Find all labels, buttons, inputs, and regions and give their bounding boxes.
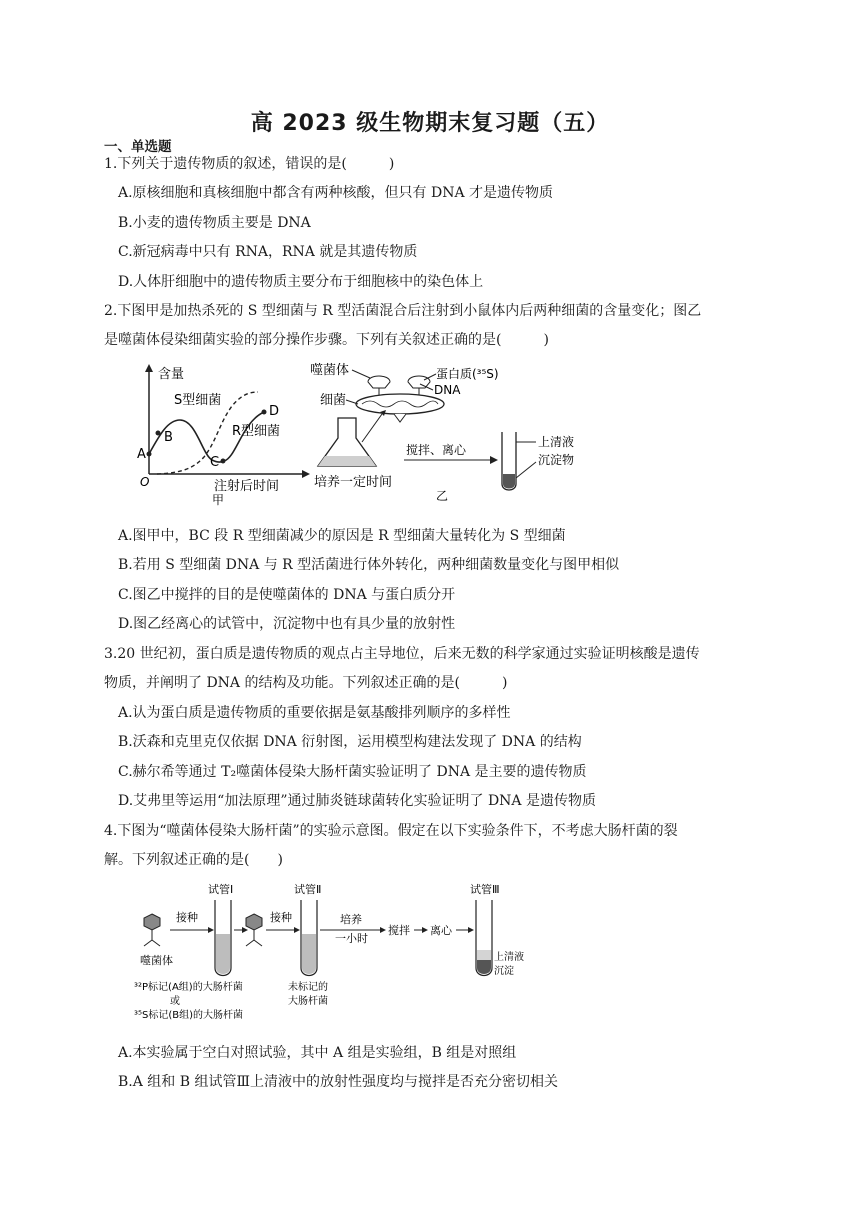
q1-option-b: B.小麦的遗传物质主要是 DNA (118, 215, 311, 231)
phage-pointer (352, 370, 370, 378)
q3-stem-line2: 物质，并阐明了 DNA 的结构及功能。下列叙述正确的是( ) (104, 675, 508, 691)
q1-option-d: D.人体肝细胞中的遗传物质主要分布于细胞核中的染色体上 (118, 274, 484, 290)
tube2-label: 试管Ⅱ (294, 883, 322, 896)
q3-option-a: A.认为蛋白质是遗传物质的重要依据是氨基酸排列顺序的多样性 (118, 705, 511, 721)
supernatant-label: 上清液 (538, 435, 575, 449)
tube1-liquid (216, 934, 230, 974)
figure-jia (132, 362, 312, 508)
dna-label: DNA (434, 383, 461, 397)
arrow-stir-head (422, 927, 428, 933)
precipitate-label: 沉淀 (494, 966, 514, 977)
inoculate-2-label: 接种 (270, 911, 292, 924)
point-d (262, 410, 267, 415)
q1-option-a: A.原核细胞和真核细胞中都含有两种核酸，但只有 DNA 才是遗传物质 (118, 185, 554, 201)
figure-jia-caption: 甲 (212, 493, 225, 507)
ecoli-label: 大肠杆菌 (288, 996, 328, 1007)
phage-label: 噬菌体 (310, 363, 350, 378)
point-a (147, 452, 152, 457)
origin-label: O (140, 475, 150, 489)
bacteria-label: 细菌 (320, 393, 347, 408)
precipitate-pointer (516, 462, 536, 478)
tube2-liquid (302, 934, 316, 974)
flask-liquid (318, 456, 376, 466)
precipitate-label: 沉淀物 (538, 453, 575, 467)
label-a-group: ³²P标记(A组)的大肠杆菌 (134, 982, 243, 993)
culture-label: 培养一定时间 (314, 475, 393, 490)
unlabeled-label: 未标记的 (288, 982, 328, 993)
phage-bottom (394, 414, 406, 422)
protein-label: 蛋白质(³⁵S) (436, 367, 499, 381)
x-axis-label: 注射后时间 (214, 479, 280, 494)
supernatant-label: 上清液 (494, 952, 524, 963)
label-c: C (210, 455, 220, 470)
label-b: B (164, 430, 173, 445)
phage-head-right (408, 376, 430, 388)
centrifuge-label: 离心 (430, 924, 452, 937)
arrow-centrifuge-head (468, 927, 474, 933)
label-a: A (137, 447, 146, 462)
stir-label: 搅拌 (388, 924, 410, 937)
inoculate-1-label: 接种 (176, 911, 198, 924)
q2-option-a: A.图甲中，BC 段 R 型细菌减少的原因是 R 型细菌大量转化为 S 型细菌 (118, 528, 566, 544)
tube1-label: 试管Ⅰ (208, 883, 234, 896)
q4-stem-line1: 4.下图为“噬菌体侵染大肠杆菌”的实验示意图。假定在以下实验条件下，不考虑大肠杆菌的裂 (104, 823, 678, 839)
q2-option-d: D.图乙经离心的试管中，沉淀物中也有具少量的放射性 (118, 616, 456, 632)
bacterium-cell (356, 394, 444, 414)
tube3-supernatant (477, 950, 491, 960)
point-c (221, 459, 226, 464)
y-axis-arrow (145, 364, 153, 372)
figure-q4 (130, 880, 570, 1030)
label-b-group: ³⁵S标记(B组)的大肠杆菌 (134, 1010, 244, 1021)
step-label: 搅拌、离心 (406, 443, 467, 457)
flask-arrow (362, 414, 382, 442)
point-b (156, 431, 161, 436)
q4-option-a: A.本实验属于空白对照试验，其中 A 组是实验组，B 组是对照组 (118, 1045, 517, 1061)
q3-option-b: B.沃森和克里克仅依据 DNA 衍射图，运用模型构建法发现了 DNA 的结构 (118, 734, 582, 750)
q1-stem: 1.下列关于遗传物质的叙述，错误的是( ) (104, 156, 395, 172)
tube3-precipitate (477, 960, 491, 974)
tube-pellet (503, 474, 515, 489)
phage-icon-2 (246, 914, 262, 946)
q3-stem-line1: 3.20 世纪初，蛋白质是遗传物质的观点占主导地位，后来无数的科学家通过实验证明核酸是遗传 (104, 646, 700, 662)
q3-option-d: D.艾弗里等运用“加法原理”通过肺炎链球菌转化实验证明了 DNA 是遗传物质 (118, 793, 596, 809)
q4-option-b: B.A 组和 B 组试管Ⅲ上清液中的放射性强度均与搅拌是否充分密切相关 (118, 1074, 558, 1090)
q2-option-c: C.图乙中搅拌的目的是使噬菌体的 DNA 与蛋白质分开 (118, 587, 456, 603)
figure-yi-caption: 乙 (436, 489, 449, 503)
x-axis-arrow (302, 470, 310, 478)
arrow-inoculate-1-head (208, 927, 214, 933)
phage-icon-1 (144, 914, 160, 946)
step-arrow-head (490, 456, 498, 464)
culture-label: 培养 (340, 913, 362, 926)
label-d: D (269, 404, 280, 419)
q1-option-c: C.新冠病毒中只有 RNA，RNA 就是其遗传物质 (118, 244, 418, 260)
label-or: 或 (170, 996, 180, 1007)
culture-time-label: 一小时 (335, 932, 368, 945)
phage-head-left (368, 376, 390, 388)
q2-option-b: B.若用 S 型细菌 DNA 与 R 型活菌进行体外转化，两种细菌数量变化与图甲相似 (118, 557, 620, 573)
q4-stem-line2: 解。下列叙述正确的是( ) (104, 852, 283, 868)
arrow-culture-head (380, 927, 386, 933)
page-title: 高 2023 级生物期末复习题（五） (250, 111, 610, 136)
tube3-label: 试管Ⅲ (470, 883, 500, 896)
section-heading: 一、单选题 (104, 139, 172, 155)
y-axis-label: 含量 (158, 367, 185, 382)
q3-option-c: C.赫尔希等通过 T₂噬菌体侵染大肠杆菌实验证明了 DNA 是主要的遗传物质 (118, 764, 587, 780)
phage-label: 噬菌体 (140, 954, 173, 967)
arrow-inoculate-2-head (294, 927, 300, 933)
r-bacteria-label: R型细菌 (232, 424, 281, 439)
figure-yi (310, 358, 600, 508)
s-bacteria-label: S型细菌 (174, 393, 222, 408)
q2-stem-line2: 是噬菌体侵染细菌实验的部分操作步骤。下列有关叙述正确的是( ) (104, 332, 549, 348)
q2-stem-line1: 2.下图甲是加热杀死的 S 型细菌与 R 型活菌混合后注射到小鼠体内后两种细菌的含量变化；图乙 (104, 303, 702, 319)
arrow-tube1-to-phage-head (242, 927, 248, 933)
